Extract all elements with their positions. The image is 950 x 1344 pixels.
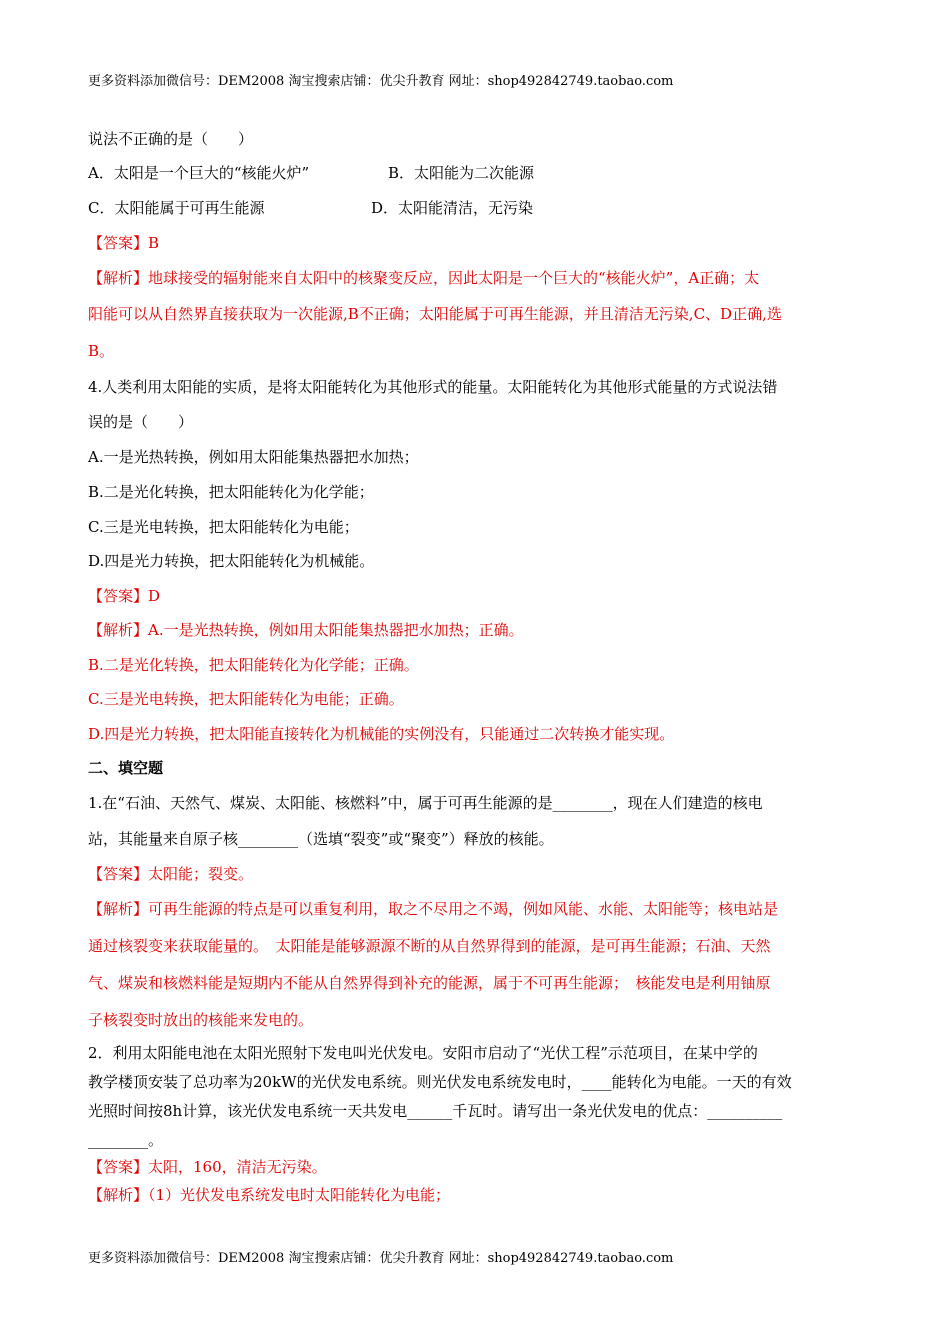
q4-option-a: A.一是光热转换，例如用太阳能集热器把水加热；: [88, 448, 419, 466]
q3-option-d: D．太阳能清洁，无污染: [371, 199, 534, 217]
f2-answer: 【答案】太阳，160，清洁无污染。: [88, 1158, 327, 1176]
f2-stem-line-4: ________。: [88, 1131, 164, 1149]
q4-answer: 【答案】D: [88, 587, 161, 605]
page-header: 更多资料添加微信号：DEM2008 淘宝搜索店铺：优尖升教育 网址：shop492842749.taobao.com: [88, 74, 674, 89]
f1-stem-line-2: 站，其能量来自原子核________（选填“裂变”或“聚变”）释放的核能。: [88, 830, 554, 848]
q3-analysis-line-1: 【解析】地球接受的辐射能来自太阳中的核聚变反应，因此太阳是一个巨大的“核能火炉”，A正确；太: [88, 269, 760, 287]
q4-analysis-line-4: D.四是光力转换，把太阳能直接转化为机械能的实例没有，只能通过二次转换才能实现。: [88, 725, 675, 743]
f1-analysis-line-1: 【解析】可再生能源的特点是可以重复利用，取之不尽用之不竭，例如风能、水能、太阳能等；核电站是: [88, 900, 779, 918]
f1-analysis-line-3: 气、煤炭和核燃料能是短期内不能从自然界得到补充的能源，属于不可再生能源； 核能发电是利用铀原: [88, 974, 771, 992]
f2-stem-line-1: 2．利用太阳能电池在太阳光照射下发电叫光伏发电。安阳市启动了“光伏工程”示范项目，在某中学的: [88, 1044, 758, 1062]
q3-answer: 【答案】B: [88, 234, 160, 252]
f1-answer: 【答案】太阳能；裂变。: [88, 865, 254, 883]
f1-analysis-line-2: 通过核裂变来获取能量的。 太阳能是能够源源不断的从自然界得到的能源，是可再生能源；石油、天然: [88, 937, 771, 955]
f1-stem-line-1: 1.在“石油、天然气、煤炭、太阳能、核燃料”中，属于可再生能源的是________，现在人们建造的核电: [88, 794, 763, 812]
q4-analysis-line-1: 【解析】A.一是光热转换，例如用太阳能集热器把水加热；正确。: [88, 621, 524, 639]
q4-stem-line-1: 4.人类利用太阳能的实质，是将太阳能转化为其他形式的能量。太阳能转化为其他形式能量的方式说法错: [88, 378, 778, 396]
page-footer: 更多资料添加微信号：DEM2008 淘宝搜索店铺：优尖升教育 网址：shop492842749.taobao.com: [88, 1251, 674, 1266]
f2-analysis-line-1: 【解析】（1）光伏发电系统发电时太阳能转化为电能；: [88, 1186, 451, 1204]
q3-option-a: A．太阳是一个巨大的“核能火炉”: [88, 164, 310, 182]
q4-stem-line-2: 误的是（ ）: [88, 413, 194, 431]
f2-stem-line-3: 光照时间按8h计算，该光伏发电系统一天共发电______千瓦时。请写出一条光伏发电的优点：__________: [88, 1102, 783, 1120]
section-title: 二、填空题: [88, 759, 164, 777]
q3-option-b: B．太阳能为二次能源: [388, 164, 535, 182]
q3-stem-tail: 说法不正确的是（ ）: [88, 130, 254, 148]
q3-analysis-line-2: 阳能可以从自然界直接获取为一次能源,B不正确；太阳能属于可再生能源，并且清洁无污染,C、D正确,选: [88, 305, 782, 323]
q4-option-c: C.三是光电转换，把太阳能转化为电能；: [88, 518, 359, 536]
q4-analysis-line-2: B.二是光化转换，把太阳能转化为化学能；正确。: [88, 656, 419, 674]
f1-analysis-line-4: 子核裂变时放出的核能来发电的。: [88, 1011, 314, 1029]
q3-analysis-line-3: B。: [88, 342, 115, 360]
q3-option-c: C．太阳能属于可再生能源: [88, 199, 265, 217]
q4-analysis-line-3: C.三是光电转换，把太阳能转化为电能；正确。: [88, 690, 404, 708]
q4-option-b: B.二是光化转换，把太阳能转化为化学能；: [88, 483, 374, 501]
q4-option-d: D.四是光力转换，把太阳能转化为机械能。: [88, 552, 375, 570]
f2-stem-line-2: 教学楼顶安装了总功率为20kW的光伏发电系统。则光伏发电系统发电时，____能转化为电能。一天的有效: [88, 1073, 792, 1091]
